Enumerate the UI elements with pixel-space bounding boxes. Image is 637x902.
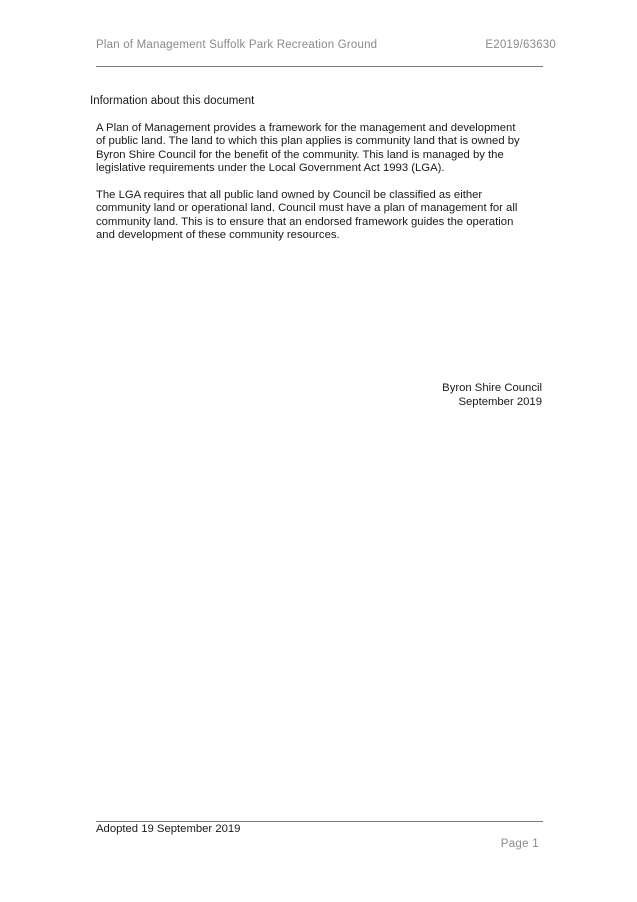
paragraph-2 bbox=[96, 189, 546, 243]
paragraph-line: and development of these community resources. bbox=[96, 229, 340, 242]
paragraph-line: legislative requirements under the Local Government Act 1993 (LGA). bbox=[96, 162, 445, 175]
header-document-number: E2019/63630 bbox=[485, 39, 556, 51]
paragraph-1 bbox=[96, 122, 546, 176]
signature-block bbox=[442, 382, 542, 409]
footer-divider bbox=[96, 821, 543, 822]
paragraph-line: of public land. The land to which this plan applies is community land that is owned by bbox=[96, 135, 520, 148]
paragraph-line: A Plan of Management provides a framework for the management and development bbox=[96, 122, 516, 134]
paragraph-line: community land or operational land. Council must have a plan of management for all bbox=[96, 202, 518, 215]
paragraph-line: Byron Shire Council for the benefit of the community. This land is managed by the bbox=[96, 148, 504, 161]
section-heading: Information about this document bbox=[90, 95, 255, 107]
header-title: Plan of Management Suffolk Park Recreation Ground bbox=[96, 39, 378, 51]
footer-page-number: Page 1 bbox=[500, 838, 539, 850]
paragraph-line: The LGA requires that all public land owned by Council be classified as either bbox=[96, 189, 483, 201]
signature-date: September 2019 bbox=[458, 395, 542, 408]
page-header bbox=[96, 39, 556, 55]
header-divider bbox=[96, 66, 543, 67]
paragraph-line: community land. This is to ensure that an endorsed framework guides the operation bbox=[96, 215, 514, 228]
signature-organisation: Byron Shire Council bbox=[442, 382, 542, 394]
footer-adopted-date: Adopted 19 September 2019 bbox=[96, 823, 241, 835]
